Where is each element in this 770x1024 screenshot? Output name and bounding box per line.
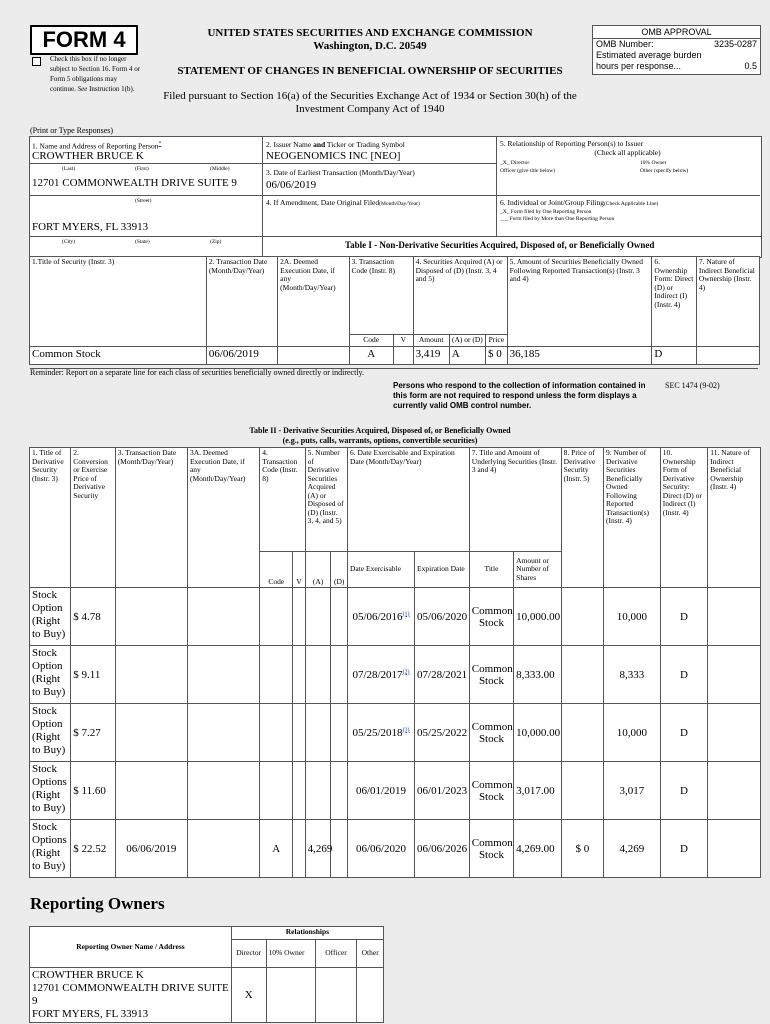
table2-cell-form: D xyxy=(660,820,707,878)
owner-name: CROWTHER BRUCE K xyxy=(32,969,144,981)
table2-cell-price: $ 7.27 xyxy=(71,704,115,762)
table2-cell-deemed xyxy=(187,704,259,762)
owner-city: FORT MYERS, FL 33913 xyxy=(32,1008,149,1020)
table2-cell-dprice xyxy=(561,704,603,762)
table2-cell-exp: 05/06/2020 xyxy=(415,588,470,646)
table2-cell-d xyxy=(331,646,348,704)
table2-cell-deemed xyxy=(187,820,259,878)
table2-cell-a xyxy=(305,646,331,704)
relationship-director: _X_ Director xyxy=(500,160,530,166)
table2-cell-a xyxy=(305,704,331,762)
table2-cell-tdate xyxy=(115,588,187,646)
table2-cell-exp: 05/25/2022 xyxy=(415,704,470,762)
table2-cell-uamt: 4,269.00 xyxy=(514,820,561,878)
table2-cell-utitle: Common Stock xyxy=(469,646,513,704)
no-longer-subject-checkbox[interactable] xyxy=(32,57,41,66)
table2-cell-owned: 3,017 xyxy=(603,762,660,820)
table2-cell-code xyxy=(260,704,293,762)
table2-cell-nature xyxy=(708,704,761,762)
table2-cell-nature xyxy=(708,820,761,878)
table2-cell-code xyxy=(260,762,293,820)
table2-cell-deemed xyxy=(187,588,259,646)
table2-cell-price: $ 22.52 xyxy=(71,820,115,878)
table2-cell-nature xyxy=(708,762,761,820)
table2-cell-title: Stock Option (Right to Buy) xyxy=(30,704,71,762)
omb-hours-label: hours per response... xyxy=(596,61,682,71)
table2-row xyxy=(30,704,761,762)
table2-cell-d xyxy=(331,704,348,762)
table2-cell-d xyxy=(331,762,348,820)
table2-cell-v xyxy=(293,762,305,820)
reporting-owners-heading: Reporting Owners xyxy=(30,894,165,913)
form-title: FORM 4 xyxy=(42,27,126,52)
agency-location: Washington, D.C. 20549 xyxy=(313,40,427,52)
footnote-link[interactable]: (3) xyxy=(402,726,410,733)
print-type-note: (Print or Type Responses) xyxy=(30,126,114,135)
agency-name: UNITED STATES SECURITIES AND EXCHANGE COMMISSION xyxy=(207,27,533,39)
table2-row xyxy=(30,646,761,704)
table2-cell-owned: 8,333 xyxy=(603,646,660,704)
omb-number-label: OMB Number: xyxy=(596,39,654,49)
table2-cell-utitle: Common Stock xyxy=(469,704,513,762)
street-address: 12701 COMMONWEALTH DRIVE SUITE 9 xyxy=(32,177,237,189)
table2-cell-code xyxy=(260,646,293,704)
table2-cell-a xyxy=(305,762,331,820)
table2-cell-dprice: $ 0 xyxy=(561,820,603,878)
reporting-owner-row xyxy=(30,968,384,1023)
table1-title: Table I - Non-Derivative Securities Acquired, Disposed of, or Beneficially Owned xyxy=(345,240,655,250)
reminder-text: Reminder: Report on a separate line for each class of securities beneficially owned directly or indirectly. xyxy=(30,368,365,377)
form-title-box xyxy=(30,25,138,55)
table2-row xyxy=(30,762,761,820)
filing-option-one: _X_ Form filed by One Reporting Person xyxy=(500,209,592,215)
reporting-owners-table: Reporting Owner Name / Address Relationships Director 10% Owner Officer Other CROWTHER BRUCE K 12701 COMMONWEALTH DRIVE SUITE 9 FORT MYERS, FL 33913 X xyxy=(29,926,384,1023)
table2-cell-v xyxy=(293,820,305,878)
table2-cell-nature xyxy=(708,646,761,704)
table2-cell-form: D xyxy=(660,762,707,820)
table2-cell-utitle: Common Stock xyxy=(469,820,513,878)
instruction-link[interactable]: * xyxy=(158,141,162,147)
table2-cell-form: D xyxy=(660,646,707,704)
table2-cell-tdate xyxy=(115,704,187,762)
table2-cell-v xyxy=(293,646,305,704)
table2-cell-deemed xyxy=(187,646,259,704)
table2-cell-owned: 4,269 xyxy=(603,820,660,878)
table2-cell-v xyxy=(293,588,305,646)
table2-cell-code xyxy=(260,588,293,646)
issuer-name: NEOGENOMICS INC [NEO] xyxy=(266,150,401,162)
omb-title: OMB APPROVAL xyxy=(593,26,760,39)
owner-director-mark: X xyxy=(231,968,266,1023)
table2-cell-uamt: 10,000.00 xyxy=(514,704,561,762)
table2-cell-price: $ 9.11 xyxy=(71,646,115,704)
table2-cell-price: $ 11.60 xyxy=(71,762,115,820)
table2-cell-nature xyxy=(708,588,761,646)
statement-title: STATEMENT OF CHANGES IN BENEFICIAL OWNERSHIP OF SECURITIES xyxy=(177,65,563,77)
table2-cell-tdate xyxy=(115,762,187,820)
table2-cell-owned: 10,000 xyxy=(603,588,660,646)
table2-cell-owned: 10,000 xyxy=(603,704,660,762)
date-exercisable: 06/01/2019 xyxy=(347,762,414,820)
omb-burden: Estimated average burden xyxy=(596,50,702,60)
relationship-officer: Officer (give title below) xyxy=(500,168,556,174)
sec-number: SEC 1474 (9-02) xyxy=(665,381,720,390)
table2-cell-a: 4,269 xyxy=(305,820,331,878)
table2-cell-deemed xyxy=(187,762,259,820)
date-exercisable: 05/06/2016$^{(1)}$ xyxy=(347,588,414,646)
table2-cell-title: Stock Option (Right to Buy) xyxy=(30,588,71,646)
date-exercisable: 05/25/2018$^{(3)}$ xyxy=(347,704,414,762)
table2-cell-exp: 07/28/2021 xyxy=(415,646,470,704)
box5-label: 5. Relationship of Reporting Person(s) to Issuer (Check all applicable) xyxy=(500,139,661,157)
filed-pursuant: Filed pursuant to Section 16(a) of the Securities Exchange Act of 1934 or Section 30(h) of the Investment Company Act of 1940 xyxy=(163,90,577,115)
table2-row xyxy=(30,588,761,646)
footnote-link[interactable]: (1) xyxy=(402,610,410,617)
box1-label: 1. Name and Address of Reporting Person* xyxy=(32,141,162,151)
table2-cell-price: $ 4.78 xyxy=(71,588,115,646)
table2-title: Table II - Derivative Securities Acquired, Disposed of, or Beneficially Owned (e.g., puts, calls, warrants, options, convertible securities) xyxy=(249,426,511,445)
box2-label: 2. Issuer Name and Ticker or Trading Symbol xyxy=(266,140,405,149)
table2-cell-v xyxy=(293,704,305,762)
table2-cell-dprice xyxy=(561,646,603,704)
checkbox-text: Check this box if no longer subject to Section 16. Form 4 or Form 5 obligations may continue. See Instruction 1(b). xyxy=(50,55,141,93)
table2-cell-d xyxy=(331,820,348,878)
table2-cell-d xyxy=(331,588,348,646)
table2-cell-title: Stock Options (Right to Buy) xyxy=(30,762,71,820)
filing-option-many: ___ Form filed by More than One Reporting Person xyxy=(500,216,615,222)
table2-cell-dprice xyxy=(561,762,603,820)
city-address: FORT MYERS, FL 33913 xyxy=(32,221,149,233)
table2-cell-tdate xyxy=(115,646,187,704)
box4-label: 4. If Amendment, Date Original Filed(Month/Day/Year) xyxy=(266,198,420,207)
relationship-other: Other (specify below) xyxy=(640,168,689,174)
footnote-link[interactable]: (2) xyxy=(402,668,410,675)
table2-cell-exp: 06/06/2026 xyxy=(415,820,470,878)
table2-cell-utitle: Common Stock xyxy=(469,762,513,820)
table2-cell-title: Stock Option (Right to Buy) xyxy=(30,646,71,704)
earliest-transaction-date: 06/06/2019 xyxy=(266,179,317,191)
table2-cell-code: A xyxy=(260,820,293,878)
owner-street: 12701 COMMONWEALTH DRIVE SUITE 9 xyxy=(32,982,229,1007)
reporting-person-name: CROWTHER BRUCE K xyxy=(32,150,144,162)
omb-number: 3235-0287 xyxy=(713,39,757,49)
table2-cell-form: D xyxy=(660,588,707,646)
table2-cell-uamt: 10,000.00 xyxy=(514,588,561,646)
table2-cell-uamt: 8,333.00 xyxy=(514,646,561,704)
table2-cell-uamt: 3,017.00 xyxy=(514,762,561,820)
date-exercisable: 06/06/2020 xyxy=(347,820,414,878)
table2-cell-dprice xyxy=(561,588,603,646)
table2-cell-tdate: 06/06/2019 xyxy=(115,820,187,878)
table2: 1. Title of Derivative Security (Instr. 3) 2. Conversion or Exercise Price of Derivative Security 3. Transaction Date (Month/Day/Year) 3A. Deemed Execution Date, if any (Month/Day/Year) 4. Transaction Code (Instr. 8) 5. Number of Derivative Securities Acquired (A) or Disposed of (D) (Instr. 3, 4, and 5) 6. Date Exercisable and Expiration Date (Month/Day/Year) 7. Title and Amount of Underlying Securities (Instr. 3 and 4) 8. Price of Derivative Security (Instr. 5) 9. Number of Derivative Securities Beneficially Owned Following Reported Transaction(s) (Instr. 4) 10. Ownership Form of Derivative Security: Direct (D) or Indirect (I) (Instr. 4) 11. Nature of Indirect Beneficial Ownership (Instr. 4) Code V (A) (D) Date Exercisable Expiration Date Title Amount or Number of Shares Stock Option (Right to Buy) $ 4.78 05/06/2016$^{(1)}$ 05/06/2020 Common Stock 10,000.00 10,000 D Stock Option (Right to Buy) $ 9.11 07/28/2017$^{(2)}$ 07/28/2021 Common Stock 8,333.00 8,333 D Stock Option (Right to Buy) $ 7.27 05/25/2018$^{(3)}$ 05/25/2022 Common Stock 10,000.00 10,000 D Stock Options (Right to Buy) $ 11.60 06/01/2019 06/01/2023 Common Stock 3,017.00 3,017 D Stock Options (Right to Buy) $ 22.52 06/06/2019 A 4,269 06/06/2020 06/06/2026 Common Stock 4,269.00 $ 0 4,269 D xyxy=(29,447,761,878)
date-exercisable: 07/28/2017$^{(2)}$ xyxy=(347,646,414,704)
relationship-owner: 10% Owner xyxy=(640,160,667,166)
box3-label: 3. Date of Earliest Transaction (Month/Day/Year) xyxy=(266,168,415,177)
table2-cell-a xyxy=(305,588,331,646)
table1: 1.Title of Security (Instr. 3) 2. Transaction Date (Month/Day/Year) 2A. Deemed Execution Date, if any (Month/Day/Year) 3. Transaction Code (Instr. 8) 4. Securities Acquired (A) or Disposed of (D) (Instr. 3, 4 and 5) 5. Amount of Securities Beneficially Owned Following Reported Transaction(s) (Instr. 3 and 4) 6. Ownership Form: Direct (D) or Indirect (I) (Instr. 4) 7. Nature of Indirect Beneficial Ownership (Instr. 4) Code V Amount (A) or (D) Price Common Stock 06/06/2019 A 3,419 A $ 0 36,185 D xyxy=(29,256,760,365)
table2-row xyxy=(30,820,761,878)
table2-cell-exp: 06/01/2023 xyxy=(415,762,470,820)
table1-row: Common Stock 06/06/2019 A 3,419 A $ 0 36,185 D xyxy=(30,346,760,364)
box6-label: 6. Individual or Joint/Group Filing(Check Applicable Line) xyxy=(500,198,659,207)
table2-cell-utitle: Common Stock xyxy=(469,588,513,646)
table2-cell-title: Stock Options (Right to Buy) xyxy=(30,820,71,878)
omb-approval-box xyxy=(592,25,761,75)
omb-hours: 0.5 xyxy=(744,61,757,71)
omb-notice: Persons who respond to the collection of information contained in this form are not required to respond unless the form displays a currently valid OMB control number. xyxy=(393,381,646,410)
table2-cell-form: D xyxy=(660,704,707,762)
